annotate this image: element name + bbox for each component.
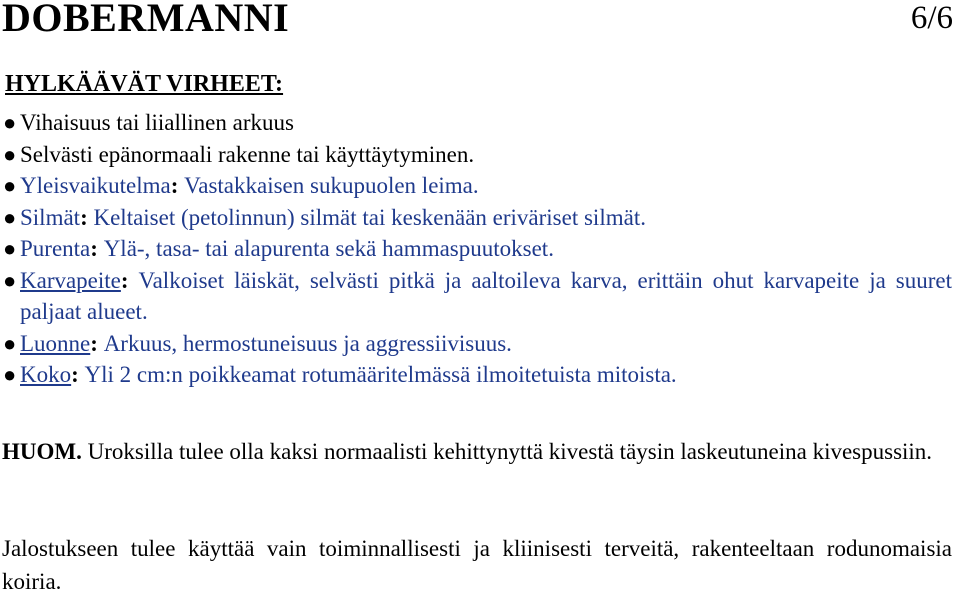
bullet-icon: ●: [3, 236, 17, 261]
list-item: [0, 265, 952, 328]
list-item: [0, 202, 952, 234]
list-item-text: Keltaiset (petolinnun) silmät tai keskenään eriväriset silmät.: [93, 204, 646, 230]
term-separator: :: [120, 267, 139, 293]
list-item: [0, 233, 952, 265]
note-label: HUOM.: [2, 439, 82, 464]
term-separator: :: [80, 204, 94, 230]
list-item-text: Selvästi epänormaali rakenne tai käyttäytyminen.: [20, 141, 475, 167]
page-number: 6/6: [910, 0, 953, 36]
list-item-term: Luonne: [20, 330, 91, 356]
bullet-icon: ●: [3, 110, 17, 135]
term-separator: :: [90, 330, 104, 356]
term-separator: :: [71, 362, 85, 387]
list-item-text: Ylä-, tasa- tai alapurenta sekä hammaspuutokset.: [103, 236, 554, 261]
list-item-text: Arkuus, hermostuneisuus ja aggressiivisuus.: [103, 330, 512, 356]
term-separator: :: [170, 173, 185, 198]
list-item-term: Yleisvaikutelma: [20, 173, 171, 198]
list-item: [0, 107, 952, 139]
bullet-icon: ●: [3, 204, 17, 230]
list-item-term: Koko: [20, 362, 72, 387]
term-separator: :: [90, 236, 104, 261]
list-item: [0, 359, 952, 391]
bullet-icon: ●: [3, 362, 17, 387]
page-title: DOBERMANNI: [2, 0, 290, 40]
closing-paragraph: Jalostukseen tulee käyttää vain toiminnallisesti ja kliinisesti terveitä, rakenteeltaan rodunomaisia koiria.: [2, 536, 952, 594]
list-item: [0, 328, 952, 360]
list-item: [0, 139, 952, 171]
list-item-text: Yli 2 cm:n poikkeamat rotumääritelmässä ilmoitetuista mitoista.: [84, 362, 677, 387]
bullet-icon: ●: [3, 330, 17, 356]
list-item-text: Vastakkaisen sukupuolen leima.: [184, 173, 479, 198]
note-paragraph: [2, 435, 952, 469]
note-text: Uroksilla tulee olla kaksi normaalisti kehittynyttä kivestä täysin laskeutuneina kivespussiin.: [87, 439, 933, 464]
list-item-term: Silmät: [20, 204, 81, 230]
faults-list: [0, 107, 952, 391]
list-item-text: Valkoiset läiskät, selvästi pitkä ja aaltoileva karva, erittäin ohut karvapeite ja suuret paljaat alueet.: [20, 267, 952, 324]
bullet-icon: ●: [3, 267, 17, 293]
list-item-text: Vihaisuus tai liiallinen arkuus: [20, 110, 294, 135]
list-item: [0, 170, 952, 202]
bullet-icon: ●: [3, 141, 17, 167]
list-item-term: Purenta: [20, 236, 91, 261]
bullet-icon: ●: [3, 173, 17, 198]
section-heading: HYLKÄÄVÄT VIRHEET:: [5, 71, 284, 97]
list-item-term: Karvapeite: [20, 267, 121, 293]
